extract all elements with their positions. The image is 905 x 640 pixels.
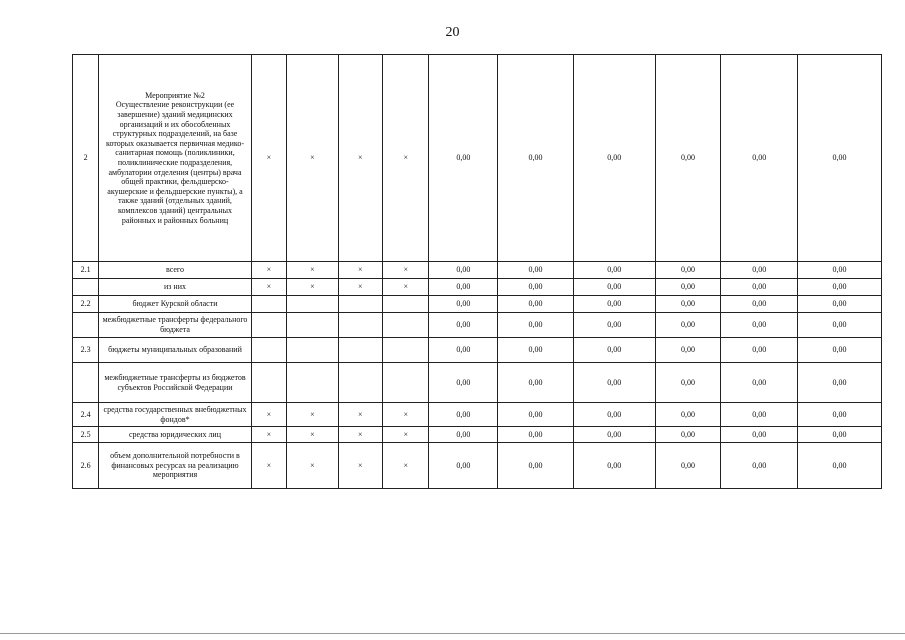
table-row bbox=[73, 443, 882, 489]
value-cell: 0,00 bbox=[721, 338, 798, 363]
mark-cell: × bbox=[287, 279, 339, 296]
table-row bbox=[73, 296, 882, 313]
mark-cell: × bbox=[338, 403, 382, 427]
value-cell: 0,00 bbox=[798, 296, 882, 313]
value-cell: 0,00 bbox=[498, 55, 574, 262]
value-cell: 0,00 bbox=[429, 262, 498, 279]
mark-cell: × bbox=[287, 262, 339, 279]
row-description-cell: средства государственных внебюджетных фондов* bbox=[99, 403, 252, 427]
row-number-cell: 2.6 bbox=[73, 443, 99, 489]
mark-cell bbox=[287, 363, 339, 403]
mark-cell: × bbox=[338, 262, 382, 279]
value-cell: 0,00 bbox=[798, 403, 882, 427]
mark-cell: × bbox=[338, 279, 382, 296]
row-number-cell: 2.1 bbox=[73, 262, 99, 279]
mark-cell: × bbox=[251, 427, 286, 443]
value-cell: 0,00 bbox=[573, 403, 655, 427]
mark-cell bbox=[338, 296, 382, 313]
mark-cell: × bbox=[251, 55, 286, 262]
value-cell: 0,00 bbox=[655, 363, 721, 403]
mark-cell: × bbox=[383, 443, 429, 489]
mark-cell bbox=[251, 296, 286, 313]
value-cell: 0,00 bbox=[498, 262, 574, 279]
value-cell: 0,00 bbox=[498, 443, 574, 489]
value-cell: 0,00 bbox=[573, 296, 655, 313]
row-number-cell: 2.4 bbox=[73, 403, 99, 427]
value-cell: 0,00 bbox=[721, 55, 798, 262]
table-row bbox=[73, 55, 882, 262]
value-cell: 0,00 bbox=[721, 296, 798, 313]
value-cell: 0,00 bbox=[429, 363, 498, 403]
mark-cell bbox=[251, 338, 286, 363]
value-cell: 0,00 bbox=[573, 55, 655, 262]
mark-cell: × bbox=[383, 262, 429, 279]
value-cell: 0,00 bbox=[429, 427, 498, 443]
row-number-cell: 2.3 bbox=[73, 338, 99, 363]
value-cell: 0,00 bbox=[655, 403, 721, 427]
mark-cell bbox=[287, 296, 339, 313]
table-row bbox=[73, 338, 882, 363]
value-cell: 0,00 bbox=[498, 338, 574, 363]
value-cell: 0,00 bbox=[498, 279, 574, 296]
mark-cell: × bbox=[251, 279, 286, 296]
mark-cell bbox=[251, 313, 286, 338]
value-cell: 0,00 bbox=[655, 338, 721, 363]
value-cell: 0,00 bbox=[498, 363, 574, 403]
table-row bbox=[73, 403, 882, 427]
value-cell: 0,00 bbox=[798, 279, 882, 296]
row-description-cell: бюджеты муниципальных образований bbox=[99, 338, 252, 363]
value-cell: 0,00 bbox=[573, 279, 655, 296]
value-cell: 0,00 bbox=[655, 296, 721, 313]
value-cell: 0,00 bbox=[573, 338, 655, 363]
row-number-cell bbox=[73, 363, 99, 403]
value-cell: 0,00 bbox=[573, 427, 655, 443]
value-cell: 0,00 bbox=[721, 403, 798, 427]
mark-cell: × bbox=[383, 279, 429, 296]
mark-cell: × bbox=[251, 403, 286, 427]
value-cell: 0,00 bbox=[655, 313, 721, 338]
value-cell: 0,00 bbox=[721, 279, 798, 296]
value-cell: 0,00 bbox=[721, 427, 798, 443]
row-description-cell: из них bbox=[99, 279, 252, 296]
value-cell: 0,00 bbox=[798, 427, 882, 443]
row-description-cell: бюджет Курской области bbox=[99, 296, 252, 313]
mark-cell: × bbox=[383, 427, 429, 443]
row-description-cell: объем дополнительной потребности в финансовых ресурсах на реализацию мероприятия bbox=[99, 443, 252, 489]
mark-cell bbox=[251, 363, 286, 403]
value-cell: 0,00 bbox=[798, 313, 882, 338]
value-cell: 0,00 bbox=[498, 313, 574, 338]
value-cell: 0,00 bbox=[498, 427, 574, 443]
row-number-cell: 2.5 bbox=[73, 427, 99, 443]
mark-cell bbox=[338, 313, 382, 338]
value-cell: 0,00 bbox=[798, 363, 882, 403]
value-cell: 0,00 bbox=[721, 313, 798, 338]
mark-cell bbox=[383, 313, 429, 338]
value-cell: 0,00 bbox=[573, 443, 655, 489]
row-number-cell bbox=[73, 313, 99, 338]
value-cell: 0,00 bbox=[429, 296, 498, 313]
mark-cell: × bbox=[251, 443, 286, 489]
table-row bbox=[73, 262, 882, 279]
page-number: 20 bbox=[445, 25, 460, 40]
mark-cell bbox=[383, 296, 429, 313]
mark-cell bbox=[383, 338, 429, 363]
table-row bbox=[73, 279, 882, 296]
row-description-cell: Мероприятие №2 Осуществление реконструкции (ее завершение) зданий медицинских организаций и их обособленных структурных подразделений, на базе которых оказывается первичная медико-санитарная помощь (поликлиники, поликлинические подразделения, амбулатории отделения (центры) врача общей практики, фельдшерско- акушерские и фельдшерские пункты), а также зданий (отдельных зданий, комплексов зданий) центральных районных и районных больниц bbox=[99, 55, 252, 262]
row-description-cell: межбюджетные трансферты федерального бюджета bbox=[99, 313, 252, 338]
row-number-cell: 2 bbox=[73, 55, 99, 262]
row-number-cell: 2.2 bbox=[73, 296, 99, 313]
value-cell: 0,00 bbox=[798, 443, 882, 489]
scan-edge-line bbox=[0, 633, 905, 634]
value-cell: 0,00 bbox=[498, 296, 574, 313]
value-cell: 0,00 bbox=[655, 262, 721, 279]
value-cell: 0,00 bbox=[429, 443, 498, 489]
row-number-cell bbox=[73, 279, 99, 296]
value-cell: 0,00 bbox=[498, 403, 574, 427]
mark-cell bbox=[338, 338, 382, 363]
mark-cell: × bbox=[287, 427, 339, 443]
table-row bbox=[73, 313, 882, 338]
mark-cell bbox=[383, 363, 429, 403]
value-cell: 0,00 bbox=[573, 363, 655, 403]
mark-cell: × bbox=[383, 403, 429, 427]
row-description-cell: средства юридических лиц bbox=[99, 427, 252, 443]
value-cell: 0,00 bbox=[655, 443, 721, 489]
value-cell: 0,00 bbox=[798, 338, 882, 363]
value-cell: 0,00 bbox=[429, 338, 498, 363]
mark-cell: × bbox=[287, 55, 339, 262]
mark-cell: × bbox=[251, 262, 286, 279]
value-cell: 0,00 bbox=[721, 443, 798, 489]
value-cell: 0,00 bbox=[429, 55, 498, 262]
value-cell: 0,00 bbox=[573, 313, 655, 338]
value-cell: 0,00 bbox=[721, 262, 798, 279]
row-description-cell: межбюджетные трансферты из бюджетов субъектов Российской Федерации bbox=[99, 363, 252, 403]
table-body bbox=[73, 55, 882, 489]
mark-cell: × bbox=[338, 443, 382, 489]
mark-cell: × bbox=[338, 427, 382, 443]
value-cell: 0,00 bbox=[655, 427, 721, 443]
value-cell: 0,00 bbox=[721, 363, 798, 403]
row-description-cell: всего bbox=[99, 262, 252, 279]
mark-cell: × bbox=[287, 443, 339, 489]
value-cell: 0,00 bbox=[655, 279, 721, 296]
value-cell: 0,00 bbox=[429, 313, 498, 338]
mark-cell bbox=[287, 313, 339, 338]
value-cell: 0,00 bbox=[798, 262, 882, 279]
mark-cell: × bbox=[383, 55, 429, 262]
mark-cell: × bbox=[287, 403, 339, 427]
value-cell: 0,00 bbox=[573, 262, 655, 279]
mark-cell: × bbox=[338, 55, 382, 262]
table-row bbox=[73, 427, 882, 443]
mark-cell bbox=[338, 363, 382, 403]
budget-table bbox=[72, 54, 882, 489]
value-cell: 0,00 bbox=[655, 55, 721, 262]
table-row bbox=[73, 363, 882, 403]
value-cell: 0,00 bbox=[798, 55, 882, 262]
value-cell: 0,00 bbox=[429, 279, 498, 296]
mark-cell bbox=[287, 338, 339, 363]
value-cell: 0,00 bbox=[429, 403, 498, 427]
